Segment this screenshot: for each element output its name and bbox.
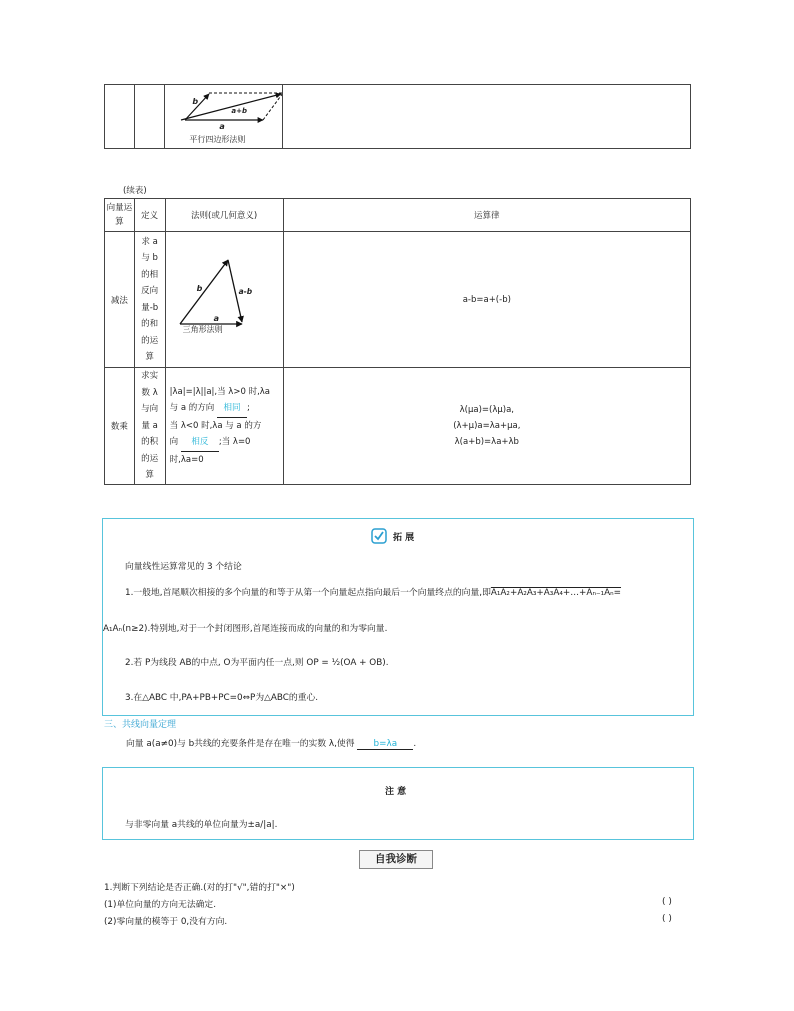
top-cell-op: [105, 85, 135, 149]
top-cell-rule: [165, 85, 283, 149]
item1-text: 1.一般地,首尾顺次相接的多个向量的和等于从第一个向量起点指向最后一个向量终点的向量,即: [125, 588, 491, 598]
rule-line-4-pre: 向: [169, 437, 179, 448]
rule-line-2: [170, 400, 279, 418]
rule-line-5: 时,λa=0: [169, 454, 204, 465]
row-scalar-op: 数乘: [105, 368, 135, 485]
header-rule: 法则(或几何意义): [165, 199, 283, 232]
extension-intro: 向量线性运算常见的 3 个结论: [125, 562, 242, 572]
row-subtract-law: a-b=a+(-b): [283, 232, 690, 368]
blank-opposite-direction: 相反: [181, 434, 219, 452]
triangle-caption: 三角形法则: [182, 325, 223, 334]
diagram-caption: 平行四边形法则: [189, 135, 246, 144]
continued-label: (续表): [123, 186, 147, 196]
row-subtract-op: 减法: [105, 232, 135, 368]
row-scalar-rule: [165, 368, 283, 485]
law-2: (λ+μ)a=λa+μa,: [453, 421, 521, 431]
answer-paren-1[interactable]: ( ): [662, 897, 672, 907]
section3-text-post: .: [413, 739, 417, 749]
label-diff: a-b: [238, 287, 253, 296]
label-b: b: [192, 97, 199, 106]
law-1: λ(μa)=(λμ)a,: [459, 405, 514, 415]
row-scalar-law: [283, 368, 690, 485]
header-op: 向量运算: [105, 199, 135, 232]
label-a: a: [219, 122, 225, 131]
row-scalar-definition: 求实数 λ 与向量 a 的积的运算: [134, 368, 165, 485]
item1-formula: A₁A₂+A₂A₃+A₃A₄+…+Aₙ₋₁Aₙ=: [490, 588, 622, 598]
extension-box: [102, 518, 694, 716]
law-3: λ(a+b)=λa+λb: [454, 437, 519, 447]
self-check-item-2: (2)零向量的模等于 0,没有方向.: [104, 917, 228, 927]
check-badge-icon: [371, 528, 387, 544]
extension-title-text: 拓 展: [393, 532, 415, 543]
section3-heading: 三、共线向量定理: [104, 720, 177, 730]
label-b-sub: b: [196, 284, 203, 293]
extension-title: [371, 528, 414, 544]
operations-table: [104, 198, 691, 485]
rule-line-3: 当 λ<0 时,λa 与 a 的方: [169, 420, 262, 431]
top-cell-def: [134, 85, 165, 149]
extension-item-1a: [125, 585, 621, 598]
self-check-title: 自我诊断: [359, 850, 433, 869]
rule-line-4: [170, 434, 279, 452]
note-box: [102, 767, 694, 840]
note-text: 与非零向量 a共线的单位向量为±a/|a|.: [125, 820, 278, 830]
self-check-item-1: (1)单位向量的方向无法确定.: [104, 900, 217, 910]
self-check-question: 1.判断下列结论是否正确.(对的打"√",错的打"×"): [104, 883, 295, 893]
rule-line-2-pre: 与 a 的方向: [169, 403, 215, 414]
row-subtract-rule: [165, 232, 283, 368]
top-table: [104, 84, 691, 149]
extension-item-2: 2.若 P为线段 AB的中点, O为平面内任一点,则 OP = ½(OA + OB).: [125, 658, 389, 668]
rule-line-1: |λa|=|λ||a|,当 λ>0 时,λa: [169, 386, 271, 397]
extension-item-3: 3.在△ABC 中,PA+PB+PC=0⇔P为△ABC的重心.: [125, 693, 319, 703]
section3-text: [126, 736, 416, 750]
answer-paren-2[interactable]: ( ): [662, 914, 672, 924]
label-a-sub: a: [213, 314, 220, 323]
blank-collinear: b=λa: [357, 739, 413, 750]
rule-line-2-post: ;: [246, 403, 250, 414]
blank-same-direction: 相同: [217, 400, 247, 418]
top-cell-law: [283, 85, 691, 149]
row-subtract-definition: 求 a 与 b 的相反向量-b 的和的运算: [134, 232, 165, 368]
section3-text-pre: 向量 a(a≠0)与 b共线的充要条件是存在唯一的实数 λ,使得: [126, 739, 355, 749]
note-title: 注 意: [385, 787, 407, 797]
header-law: 运算律: [283, 199, 690, 232]
label-sum: a+b: [231, 107, 247, 115]
rule-line-4-post: ;当 λ=0: [218, 437, 251, 448]
extension-item-1b: A₁Aₙ(n≥2).特别地,对于一个封闭图形,首尾连接而成的向量的和为零向量.: [103, 624, 388, 634]
header-def: 定义: [134, 199, 165, 232]
